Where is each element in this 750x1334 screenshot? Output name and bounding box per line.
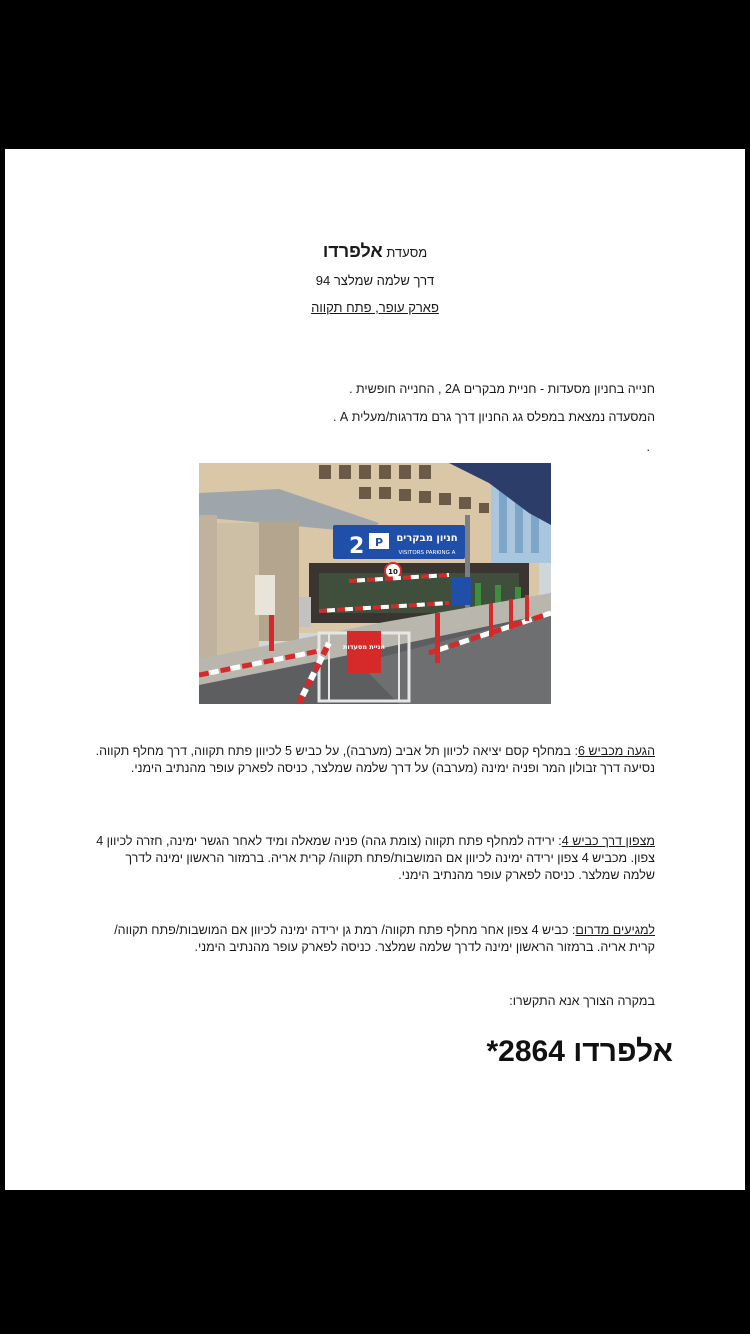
contact-number[interactable]: אלפרדו 2864*: [486, 1035, 673, 1068]
gate-sign: חניית מסעדות: [343, 643, 385, 651]
title-prefix: מסעדת: [386, 245, 428, 260]
direction-text-route-4-north: : ירידה למחלף פתח תקווה (צומת גהה) פניה שמאלה ומיד לאחר הגשר ימינה, חזרה לכיוון 4 צפון. מכביש 4 צפון ירידה ימינה לכיוון אם המושבות/פתח תקווה/ קרית אריה. ברמזור הראשון ימינה לדרך שלמה שמלצר. כניסה לפארק עופר מהנתיב הימני.: [96, 834, 655, 882]
direction-text-route-6: : במחלף קסם יציאה לכיוון תל אביב (מערבה), על כביש 5 לכיוון פתח תקווה, דרך מחלף תקווה. נסיעה דרך זבולון המר ופניה ימינה (מערבה) על דרך שלמה שמלצר, כניסה לפארק עופר מהנתיב הימני.: [95, 744, 655, 775]
restaurant-title: [5, 241, 745, 262]
direction-label-from-south: למגיעים מדרום: [575, 923, 655, 937]
direction-label-route-6: הגעה מכביש 6: [577, 744, 655, 758]
parking-entrance-photo: [199, 463, 551, 704]
stray-dot: .: [646, 440, 650, 454]
direction-from-south: [95, 922, 655, 956]
direction-route-6: [95, 743, 655, 777]
parking-info-line-1: חנייה בחניון מסעדות - חניית מבקרים 2A , החנייה חופשית .: [349, 382, 655, 396]
direction-route-4-north: [95, 833, 655, 884]
restaurant-area: [5, 300, 745, 315]
sign-text: חניון מבקרים: [396, 533, 458, 544]
speed-sign: 10: [388, 568, 398, 576]
document-page[interactable]: [5, 149, 745, 1190]
restaurant-name: אלפרדו: [322, 241, 383, 261]
parking-info-line-2: המסעדה נמצאת במפלס גג החניון דרך גרם מדרגות/מעלית A .: [332, 410, 655, 424]
restaurant-address: דרך שלמה שמלצר 94: [315, 273, 435, 288]
svg-text:P: P: [374, 536, 384, 549]
contact-label: במקרה הצורך אנא התקשרו:: [509, 994, 655, 1008]
sign-number: 2: [349, 534, 365, 559]
direction-text-from-south: : כביש 4 צפון אחר מחלף פתח תקווה/ רמת גן ירידה ימינה לכיוון אם המושבות/פתח תקווה/ קרית אריה. ברמזור הראשון ימינה לדרך שלמה שמלצר. כניסה לפארק עופר מהנתיב הימני.: [114, 923, 655, 954]
direction-label-route-4-north: מצפון דרך כביש 4: [561, 834, 655, 848]
sign-sub: VISITORS PARKING A: [398, 550, 456, 556]
area-text: פארק עופר, פתח תקווה: [311, 300, 439, 315]
